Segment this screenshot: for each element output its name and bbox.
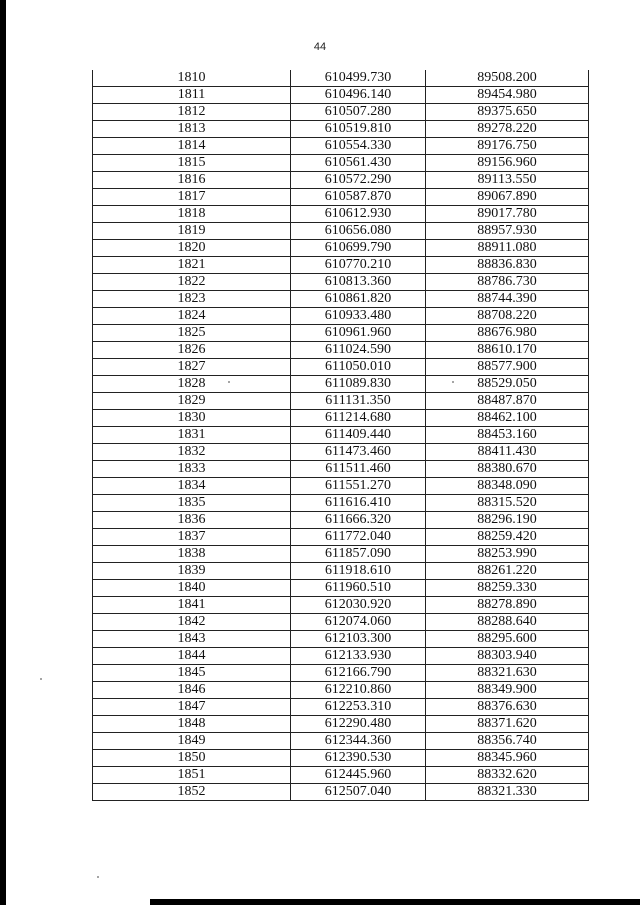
x-coordinate-cell: 610561.430	[291, 155, 426, 172]
y-coordinate-cell: 88261.220	[426, 563, 589, 580]
table-row	[93, 427, 589, 444]
x-coordinate-cell: 610572.290	[291, 172, 426, 189]
table-row	[93, 257, 589, 274]
y-coordinate-cell: 89017.780	[426, 206, 589, 223]
point-number-cell: 1829	[93, 393, 291, 410]
y-coordinate-cell: 89375.650	[426, 104, 589, 121]
y-coordinate-cell: 88836.830	[426, 257, 589, 274]
table-row	[93, 172, 589, 189]
point-number-cell: 1839	[93, 563, 291, 580]
x-coordinate-cell: 610813.360	[291, 274, 426, 291]
point-number-cell: 1846	[93, 682, 291, 699]
x-coordinate-cell: 611857.090	[291, 546, 426, 563]
y-coordinate-cell: 88356.740	[426, 733, 589, 750]
point-number-cell: 1828	[93, 376, 291, 393]
point-number-cell: 1851	[93, 767, 291, 784]
x-coordinate-cell: 610587.870	[291, 189, 426, 206]
table-row	[93, 631, 589, 648]
table-row	[93, 359, 589, 376]
point-number-cell: 1838	[93, 546, 291, 563]
y-coordinate-cell: 88911.080	[426, 240, 589, 257]
y-coordinate-cell: 88744.390	[426, 291, 589, 308]
table-row	[93, 308, 589, 325]
point-number-cell: 1824	[93, 308, 291, 325]
x-coordinate-cell: 610554.330	[291, 138, 426, 155]
x-coordinate-cell: 612103.300	[291, 631, 426, 648]
point-number-cell: 1852	[93, 784, 291, 801]
y-coordinate-cell: 88676.980	[426, 325, 589, 342]
x-coordinate-cell: 610496.140	[291, 87, 426, 104]
scan-left-edge	[0, 0, 6, 905]
point-number-cell: 1848	[93, 716, 291, 733]
table-row	[93, 274, 589, 291]
table-row	[93, 648, 589, 665]
table-row	[93, 750, 589, 767]
table-row	[93, 121, 589, 138]
y-coordinate-cell: 88786.730	[426, 274, 589, 291]
x-coordinate-cell: 611960.510	[291, 580, 426, 597]
table-row	[93, 138, 589, 155]
table-row	[93, 546, 589, 563]
point-number-cell: 1840	[93, 580, 291, 597]
x-coordinate-cell: 610519.810	[291, 121, 426, 138]
point-number-cell: 1832	[93, 444, 291, 461]
x-coordinate-cell: 612253.310	[291, 699, 426, 716]
x-coordinate-cell: 610961.960	[291, 325, 426, 342]
point-number-cell: 1850	[93, 750, 291, 767]
y-coordinate-cell: 88371.620	[426, 716, 589, 733]
x-coordinate-cell: 612390.530	[291, 750, 426, 767]
table-row	[93, 240, 589, 257]
point-number-cell: 1833	[93, 461, 291, 478]
table-row	[93, 733, 589, 750]
point-number-cell: 1834	[93, 478, 291, 495]
table-row	[93, 410, 589, 427]
point-number-cell: 1837	[93, 529, 291, 546]
point-number-cell: 1820	[93, 240, 291, 257]
point-number-cell: 1823	[93, 291, 291, 308]
y-coordinate-cell: 89113.550	[426, 172, 589, 189]
y-coordinate-cell: 88296.190	[426, 512, 589, 529]
point-number-cell: 1811	[93, 87, 291, 104]
point-number-cell: 1842	[93, 614, 291, 631]
y-coordinate-cell: 88345.960	[426, 750, 589, 767]
table-row	[93, 682, 589, 699]
point-number-cell: 1814	[93, 138, 291, 155]
coordinates-table	[92, 70, 589, 801]
y-coordinate-cell: 88321.330	[426, 784, 589, 801]
y-coordinate-cell: 89454.980	[426, 87, 589, 104]
x-coordinate-cell: 611616.410	[291, 495, 426, 512]
y-coordinate-cell: 89067.890	[426, 189, 589, 206]
y-coordinate-cell: 89156.960	[426, 155, 589, 172]
table-row	[93, 665, 589, 682]
table-row	[93, 580, 589, 597]
y-coordinate-cell: 88315.520	[426, 495, 589, 512]
point-number-cell: 1819	[93, 223, 291, 240]
point-number-cell: 1817	[93, 189, 291, 206]
x-coordinate-cell: 611551.270	[291, 478, 426, 495]
table-row	[93, 342, 589, 359]
y-coordinate-cell: 88288.640	[426, 614, 589, 631]
y-coordinate-cell: 88411.430	[426, 444, 589, 461]
x-coordinate-cell: 612344.360	[291, 733, 426, 750]
x-coordinate-cell: 612507.040	[291, 784, 426, 801]
table-row	[93, 223, 589, 240]
y-coordinate-cell: 88376.630	[426, 699, 589, 716]
table-row	[93, 478, 589, 495]
table-row	[93, 529, 589, 546]
x-coordinate-cell: 611772.040	[291, 529, 426, 546]
table-row	[93, 563, 589, 580]
point-number-cell: 1849	[93, 733, 291, 750]
coordinates-table-body	[93, 70, 589, 801]
x-coordinate-cell: 610699.790	[291, 240, 426, 257]
point-number-cell: 1816	[93, 172, 291, 189]
y-coordinate-cell: 88348.090	[426, 478, 589, 495]
table-row	[93, 155, 589, 172]
y-coordinate-cell: 88708.220	[426, 308, 589, 325]
y-coordinate-cell: 88610.170	[426, 342, 589, 359]
x-coordinate-cell: 610656.080	[291, 223, 426, 240]
point-number-cell: 1836	[93, 512, 291, 529]
point-number-cell: 1847	[93, 699, 291, 716]
table-row	[93, 699, 589, 716]
table-row	[93, 291, 589, 308]
y-coordinate-cell: 88462.100	[426, 410, 589, 427]
table-row	[93, 87, 589, 104]
x-coordinate-cell: 612133.930	[291, 648, 426, 665]
y-coordinate-cell: 89508.200	[426, 70, 589, 87]
table-row	[93, 70, 589, 87]
y-coordinate-cell: 88529.050	[426, 376, 589, 393]
scan-speck	[228, 381, 230, 383]
point-number-cell: 1818	[93, 206, 291, 223]
x-coordinate-cell: 612290.480	[291, 716, 426, 733]
x-coordinate-cell: 611214.680	[291, 410, 426, 427]
scan-bottom-edge	[150, 899, 640, 905]
x-coordinate-cell: 611024.590	[291, 342, 426, 359]
y-coordinate-cell: 88332.620	[426, 767, 589, 784]
x-coordinate-cell: 610507.280	[291, 104, 426, 121]
x-coordinate-cell: 612074.060	[291, 614, 426, 631]
x-coordinate-cell: 611131.350	[291, 393, 426, 410]
point-number-cell: 1825	[93, 325, 291, 342]
point-number-cell: 1831	[93, 427, 291, 444]
y-coordinate-cell: 88303.940	[426, 648, 589, 665]
y-coordinate-cell: 89176.750	[426, 138, 589, 155]
point-number-cell: 1821	[93, 257, 291, 274]
x-coordinate-cell: 610612.930	[291, 206, 426, 223]
point-number-cell: 1826	[93, 342, 291, 359]
x-coordinate-cell: 612166.790	[291, 665, 426, 682]
point-number-cell: 1815	[93, 155, 291, 172]
point-number-cell: 1822	[93, 274, 291, 291]
y-coordinate-cell: 88957.930	[426, 223, 589, 240]
scan-speck	[97, 876, 99, 878]
x-coordinate-cell: 611089.830	[291, 376, 426, 393]
x-coordinate-cell: 612445.960	[291, 767, 426, 784]
point-number-cell: 1843	[93, 631, 291, 648]
table-row	[93, 206, 589, 223]
x-coordinate-cell: 611050.010	[291, 359, 426, 376]
table-row	[93, 495, 589, 512]
x-coordinate-cell: 612030.920	[291, 597, 426, 614]
table-row	[93, 325, 589, 342]
table-row	[93, 614, 589, 631]
table-row	[93, 784, 589, 801]
point-number-cell: 1835	[93, 495, 291, 512]
x-coordinate-cell: 611666.320	[291, 512, 426, 529]
scan-speck	[452, 381, 454, 383]
point-number-cell: 1841	[93, 597, 291, 614]
y-coordinate-cell: 88487.870	[426, 393, 589, 410]
table-row	[93, 444, 589, 461]
y-coordinate-cell: 89278.220	[426, 121, 589, 138]
page-number: 44	[313, 41, 327, 53]
table-row	[93, 597, 589, 614]
table-row	[93, 189, 589, 206]
point-number-cell: 1810	[93, 70, 291, 87]
table-row	[93, 393, 589, 410]
y-coordinate-cell: 88278.890	[426, 597, 589, 614]
x-coordinate-cell: 611409.440	[291, 427, 426, 444]
x-coordinate-cell: 610933.480	[291, 308, 426, 325]
table-row	[93, 104, 589, 121]
point-number-cell: 1827	[93, 359, 291, 376]
point-number-cell: 1845	[93, 665, 291, 682]
y-coordinate-cell: 88295.600	[426, 631, 589, 648]
point-number-cell: 1812	[93, 104, 291, 121]
table-row	[93, 716, 589, 733]
y-coordinate-cell: 88380.670	[426, 461, 589, 478]
point-number-cell: 1844	[93, 648, 291, 665]
y-coordinate-cell: 88321.630	[426, 665, 589, 682]
x-coordinate-cell: 610770.210	[291, 257, 426, 274]
y-coordinate-cell: 88253.990	[426, 546, 589, 563]
x-coordinate-cell: 610499.730	[291, 70, 426, 87]
y-coordinate-cell: 88259.330	[426, 580, 589, 597]
table-row	[93, 376, 589, 393]
y-coordinate-cell: 88349.900	[426, 682, 589, 699]
table-row	[93, 461, 589, 478]
table-row	[93, 512, 589, 529]
point-number-cell: 1830	[93, 410, 291, 427]
y-coordinate-cell: 88259.420	[426, 529, 589, 546]
x-coordinate-cell: 611511.460	[291, 461, 426, 478]
x-coordinate-cell: 612210.860	[291, 682, 426, 699]
x-coordinate-cell: 611918.610	[291, 563, 426, 580]
point-number-cell: 1813	[93, 121, 291, 138]
scan-speck	[40, 678, 42, 680]
y-coordinate-cell: 88453.160	[426, 427, 589, 444]
x-coordinate-cell: 610861.820	[291, 291, 426, 308]
table-row	[93, 767, 589, 784]
x-coordinate-cell: 611473.460	[291, 444, 426, 461]
y-coordinate-cell: 88577.900	[426, 359, 589, 376]
